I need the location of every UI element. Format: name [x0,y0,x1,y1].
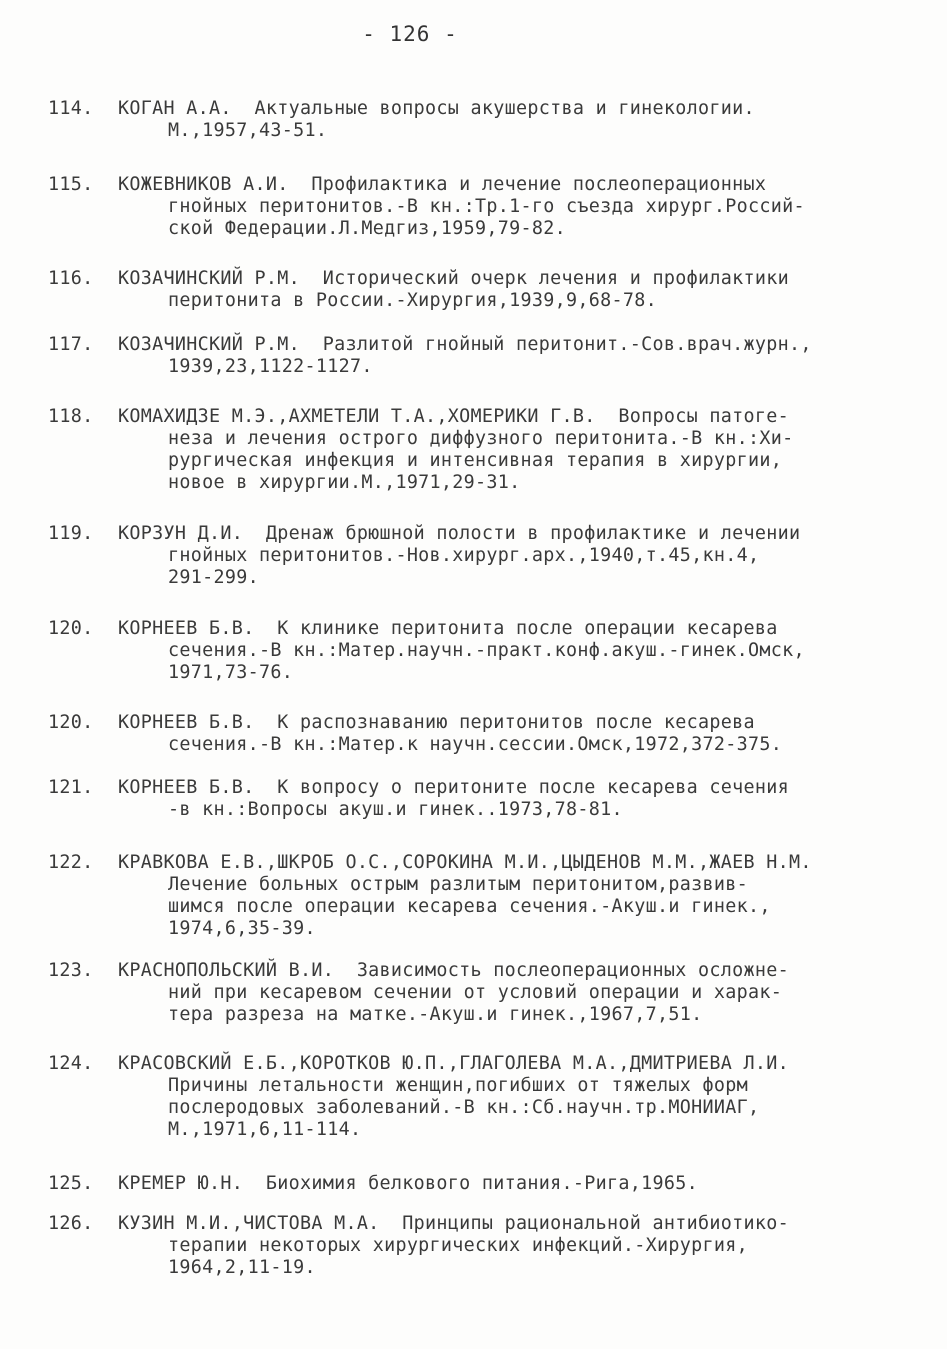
entry-text [118,960,908,1026]
bibliography-entry [48,268,918,312]
entry-line: КРАСНОПОЛЬСКИЙ В.И. Зависимость послеоперационных осложне- [118,960,789,981]
entry-line: перитонита в России.-Хирургия,1939,9,68-78. [168,290,657,311]
entry-text [118,1053,908,1141]
entry-line: Лечение больных острым разлитым перитонитом,развив- [168,874,748,895]
entry-line: гнойных перитонитов.-В кн.:Тр.1-го съезда хирург.Россий- [168,196,805,217]
entry-line: -в кн.:Вопросы акуш.и гинек..1973,78-81. [168,799,623,820]
entry-number: 121. [48,777,94,798]
entry-line: М.,1971,6,11-114. [168,1119,362,1140]
entry-number: 118. [48,406,94,427]
entry-line: тера разреза на матке.-Акуш.и гинек.,1967,7,51. [168,1004,703,1025]
entry-line: КОЗАЧИНСКИЙ Р.М. Исторический очерк лечения и профилактики [118,268,789,289]
entry-line: КРАВКОВА Е.В.,ШКРОБ О.С.,СОРОКИНА М.И.,ЦЫДЕНОВ М.М.,ЖАЕВ Н.М. [118,852,812,873]
entry-line: КОЗАЧИНСКИЙ Р.М. Разлитой гнойный перитонит.-Сов.врач.журн., [118,334,812,355]
entry-number: 120. [48,618,94,639]
bibliography-entry [48,712,918,756]
entry-number: 120. [48,712,94,733]
bibliography-entry [48,334,918,378]
entry-number: 124. [48,1053,94,1074]
entry-line: КОРНЕЕВ Б.В. К клинике перитонита после операции кесарева [118,618,778,639]
entry-text [118,406,908,494]
entry-line: новое в хирургии.М.,1971,29-31. [168,472,521,493]
entry-line: КРАСОВСКИЙ Е.Б.,КОРОТКОВ Ю.П.,ГЛАГОЛЕВА М.А.,ДМИТРИЕВА Л.И. [118,1053,789,1074]
bibliography-entry [48,406,918,494]
entry-line: 1974,6,35-39. [168,918,316,939]
entry-line: КОМАХИДЗЕ М.Э.,АХМЕТЕЛИ Т.А.,ХОМЕРИКИ Г.В. Вопросы патоге- [118,406,789,427]
entry-line: ний при кесаревом сечении от условий операции и харак- [168,982,783,1003]
entry-line: КРЕМЕР Ю.Н. Биохимия белкового питания.-Рига,1965. [118,1173,698,1194]
entry-text [118,98,908,142]
entry-line: КОРНЕЕВ Б.В. К распознаванию перитонитов после кесарева [118,712,755,733]
entry-line: рургическая инфекция и интенсивная терапия в хирургии, [168,450,783,471]
bibliography-entry [48,960,918,1026]
bibliography-entry [48,618,918,684]
entry-line: гнойных перитонитов.-Нов.хирург.арх.,1940,т.45,кн.4, [168,545,760,566]
bibliography-entry [48,777,918,821]
entry-line: 1964,2,11-19. [168,1257,316,1278]
entry-line: неза и лечения острого диффузного перитонита.-В кн.:Хи- [168,428,794,449]
entry-text [118,777,908,821]
entry-line: КОРЗУН Д.И. Дренаж брюшной полости в профилактике и лечении [118,523,801,544]
entry-text [118,712,908,756]
entry-text [118,174,908,240]
entry-number: 125. [48,1173,94,1194]
entry-line: шимся после операции кесарева сечения.-Акуш.и гинек., [168,896,771,917]
entry-text [118,523,908,589]
bibliography-entry [48,852,918,940]
entry-line: терапии некоторых хирургических инфекций.-Хирургия, [168,1235,748,1256]
entry-number: 122. [48,852,94,873]
entry-number: 117. [48,334,94,355]
entry-text [118,334,908,378]
entry-number: 116. [48,268,94,289]
entry-line: КОГАН А.А. Актуальные вопросы акушерства и гинекологии. [118,98,755,119]
bibliography-entry [48,1173,918,1195]
bibliography-entry [48,1053,918,1141]
entry-line: 291-299. [168,567,259,588]
entry-number: 114. [48,98,94,119]
entry-number: 115. [48,174,94,195]
entry-number: 123. [48,960,94,981]
entry-text [118,1213,908,1279]
entry-line: КУЗИН М.И.,ЧИСТОВА М.А. Принципы рациональной антибиотико- [118,1213,789,1234]
bibliography-entry [48,1213,918,1279]
entry-line: послеродовых заболеваний.-В кн.:Сб.научн.тр.МОНИИАГ, [168,1097,760,1118]
entry-text [118,268,908,312]
entry-line: сечения.-В кн.:Матер.к научн.сессии.Омск,1972,372-375. [168,734,783,755]
entry-line: сечения.-В кн.:Матер.научн.-практ.конф.акуш.-гинек.Омск, [168,640,805,661]
page-number: - 126 - [362,22,458,46]
entry-line: Причины летальности женщин,погибших от тяжелых форм [168,1075,748,1096]
bibliography-entry [48,98,918,142]
entry-line: КОРНЕЕВ Б.В. К вопросу о перитоните после кесарева сечения [118,777,789,798]
entry-text [118,1173,908,1195]
bibliography-entry [48,523,918,589]
entry-text [118,852,908,940]
entry-line: ской Федерации.Л.Медгиз,1959,79-82. [168,218,567,239]
entry-number: 119. [48,523,94,544]
entry-line: 1939,23,1122-1127. [168,356,373,377]
bibliography-entry [48,174,918,240]
entry-text [118,618,908,684]
entry-line: 1971,73-76. [168,662,294,683]
entry-line: М.,1957,43-51. [168,120,328,141]
entry-line: КОЖЕВНИКОВ А.И. Профилактика и лечение послеоперационных [118,174,767,195]
entry-number: 126. [48,1213,94,1234]
